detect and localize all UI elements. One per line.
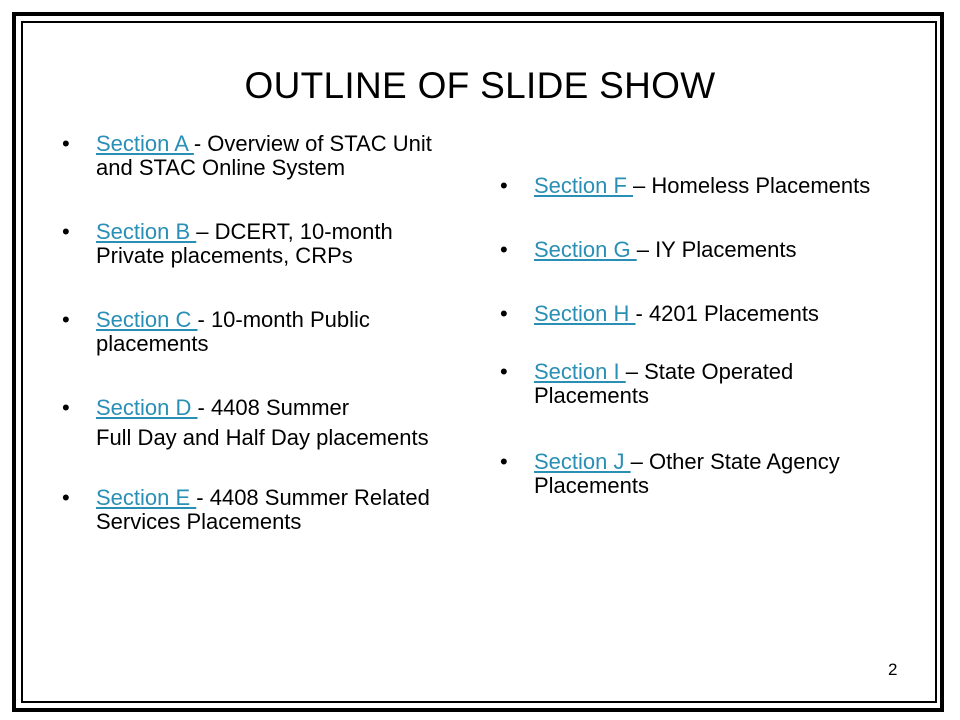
bullet-icon: •: [62, 485, 70, 510]
section-d-continuation: Full Day and Half Day placements: [96, 425, 429, 450]
outline-item-section-h: [500, 302, 900, 326]
outline-item-section-f: [500, 174, 900, 198]
slide-title: OUTLINE OF SLIDE SHOW: [244, 65, 716, 106]
section-j-link[interactable]: Section J: [534, 449, 631, 474]
section-i-link[interactable]: Section I: [534, 359, 626, 384]
section-e-description: - 4408 Summer Related Services Placements: [96, 485, 430, 534]
outline-item-section-e: [62, 486, 462, 534]
bullet-icon: •: [62, 131, 70, 156]
bullet-icon: •: [62, 219, 70, 244]
outline-item-section-j: [500, 450, 900, 498]
section-h-link[interactable]: Section H: [534, 301, 636, 326]
bullet-icon: •: [500, 173, 508, 198]
section-f-description: – Homeless Placements: [633, 173, 871, 198]
outline-item-section-d: [62, 396, 462, 450]
bullet-icon: •: [500, 359, 508, 384]
section-a-description: - Overview of STAC Unit and STAC Online System: [96, 131, 432, 180]
section-a-link[interactable]: Section A: [96, 131, 194, 156]
section-d-description: - 4408 Summer: [197, 395, 350, 420]
bullet-icon: •: [62, 395, 70, 420]
outline-item-section-i: [500, 360, 900, 408]
section-j-description: – Other State Agency Placements: [534, 449, 840, 498]
bullet-icon: •: [500, 301, 508, 326]
outline-item-section-g: [500, 238, 900, 262]
bullet-icon: •: [500, 237, 508, 262]
left-outline-column: [62, 131, 462, 534]
section-e-link[interactable]: Section E: [96, 485, 197, 510]
section-g-description: – IY Placements: [636, 237, 797, 262]
section-d-link[interactable]: Section D: [96, 395, 198, 420]
section-i-description: – State Operated Placements: [534, 359, 794, 408]
section-f-link[interactable]: Section F: [534, 173, 634, 198]
bullet-icon: •: [62, 307, 70, 332]
section-c-description: - 10-month Public placements: [96, 307, 370, 356]
section-b-link[interactable]: Section B: [96, 219, 197, 244]
section-h-description: - 4201 Placements: [635, 301, 819, 326]
page-number: 2: [888, 660, 898, 679]
section-c-link[interactable]: Section C: [96, 307, 198, 332]
section-g-link[interactable]: Section G: [534, 237, 637, 262]
outline-item-section-c: [62, 308, 462, 356]
right-outline-column: [500, 173, 900, 498]
bullet-icon: •: [500, 449, 508, 474]
outline-item-section-a: [62, 132, 462, 180]
outline-item-section-b: [62, 220, 462, 268]
section-b-description: – DCERT, 10-month Private placements, CRPs: [96, 219, 393, 268]
